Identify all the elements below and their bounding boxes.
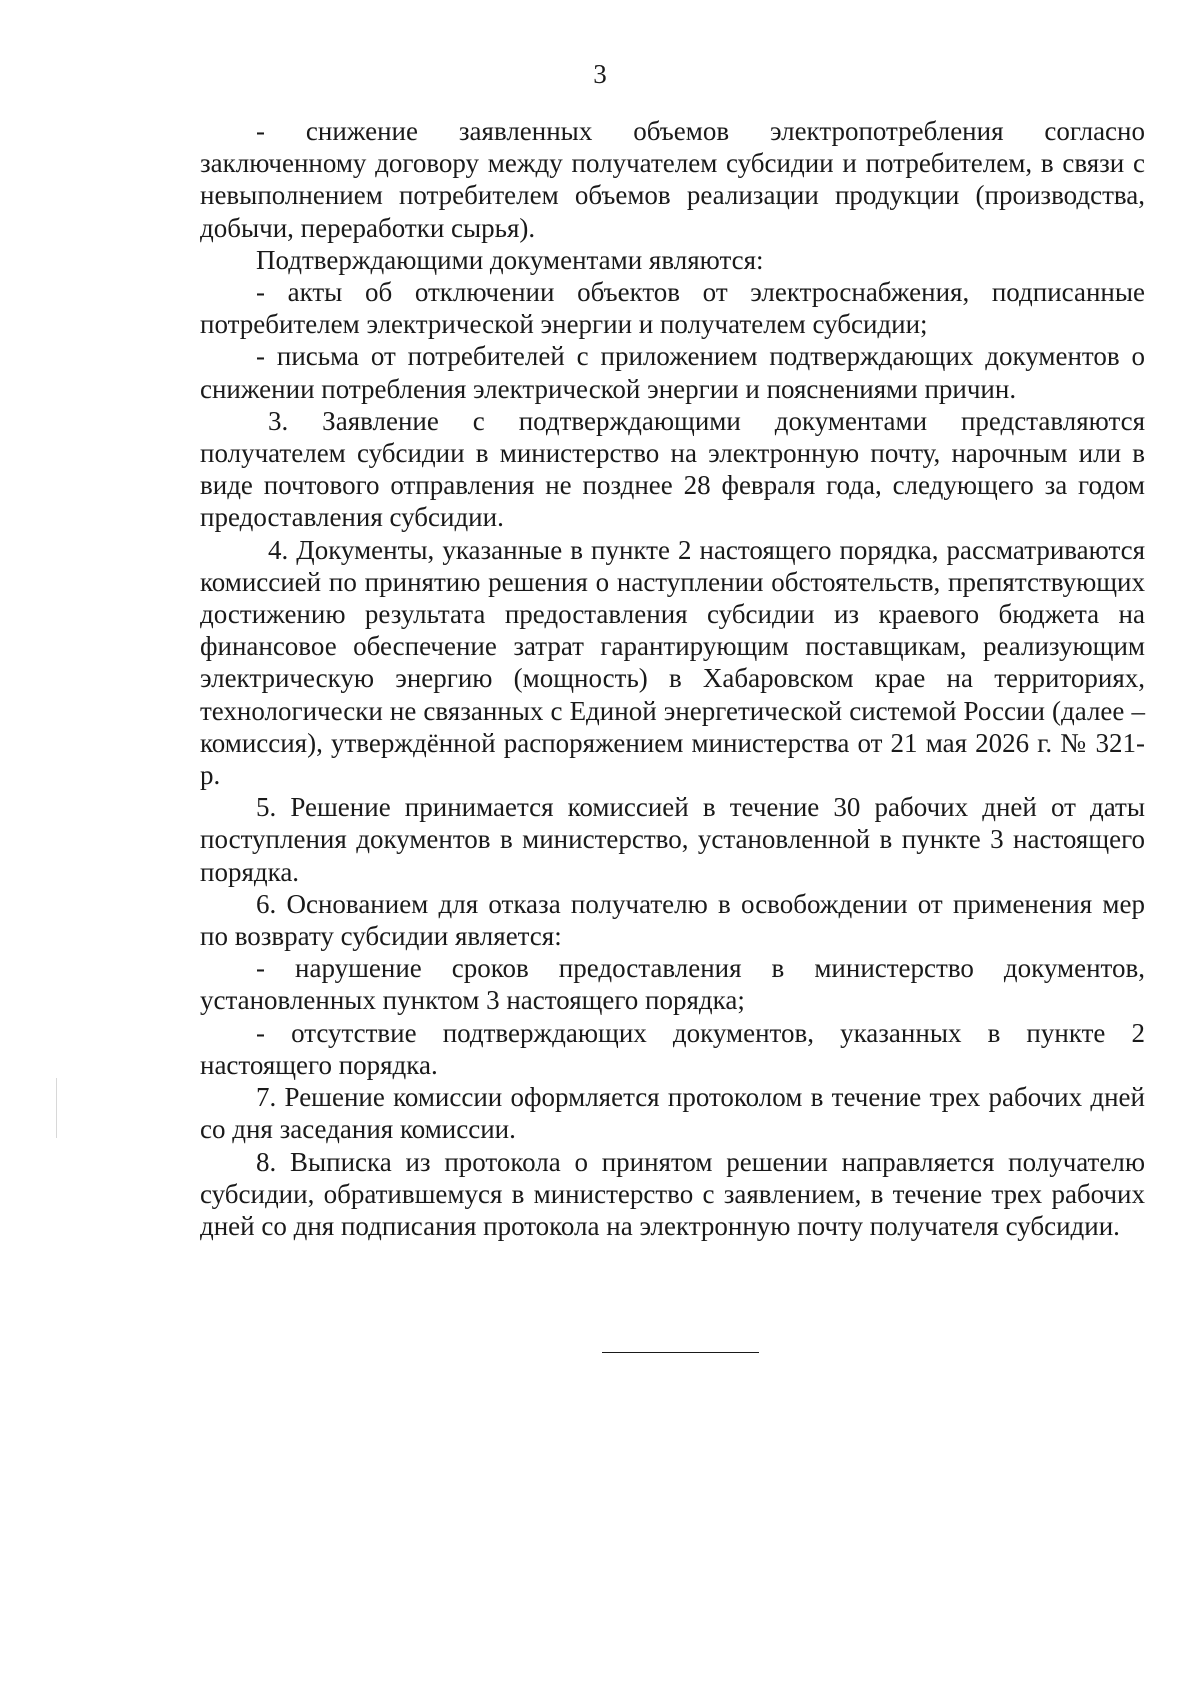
end-of-document-rule [602, 1352, 759, 1353]
paragraph-disconnection-acts: - акты об отключении объектов от электроснабжения, подписанные потребителем электрической энергии и получателем субсидии; [200, 277, 1145, 340]
document-body [200, 115, 1145, 1242]
paragraph-item-8: 8. Выписка из протокола о принятом решении направляется получателю субсидии, обратившемуся в министерство с заявлением, в течение трех рабочих дней со дня подписания протокола на электронную почту получателя субсидии. [200, 1146, 1145, 1241]
paragraph-item-6: 6. Основанием для отказа получателю в освобождении от применения мер по возврату субсидии является: [200, 888, 1145, 952]
paragraph-item-7: 7. Решение комиссии оформляется протоколом в течение трех рабочих дней со дня заседания комиссии. [200, 1082, 1145, 1145]
scan-margin-mark [56, 1078, 57, 1138]
paragraph-item-3: 3. Заявление с подтверждающими документами представляются получателем субсидии в министерство на электронную почту, нарочным или в виде почтового отправления не позднее 28 февраля года, следующего за годом предоставления субсидии. [200, 405, 1145, 533]
page-number: 3 [593, 59, 607, 89]
paragraph-missing-documents: - отсутствие подтверждающих документов, указанных в пункте 2 настоящего порядка. [200, 1017, 1145, 1080]
paragraph-item-5: 5. Решение принимается комиссией в течение 30 рабочих дней от даты поступления документов в министерство, установленной в пункте 3 настоящего порядка. [200, 792, 1145, 887]
paragraph-confirming-documents-heading: Подтверждающими документами являются: [256, 244, 764, 275]
paragraph-item-4: 4. Документы, указанные в пункте 2 настоящего порядка, рассматриваются комиссией по принятию решения о наступлении обстоятельств, препятствующих достижению результата предоставления субсидии из краевого бюджета на финансовое обеспечение затрат гарантирующим поставщикам, реализующим электрическую энергию (мощность) в Хабаровском крае на территориях, технологически не связанных с Единой энергетической системой России (далее – комиссия), утверждённой распоряжением министерства от 21 мая 2026 г. № 321-р. [200, 534, 1145, 791]
paragraph-consumer-letters: - письма от потребителей с приложением подтверждающих документов о снижении потребления электрической энергии и пояснениями причин. [200, 341, 1145, 404]
paragraph-consumption-reduction: - снижение заявленных объемов электропотребления согласно заключенному договору между получателем субсидии и потребителем, в связи с невыполнением потребителем объемов реализации продукции (производства, добычи, переработки сырья). [200, 116, 1145, 243]
paragraph-deadline-violation: - нарушение сроков предоставления в министерство документов, установленных пунктом 3 настоящего порядка; [200, 953, 1145, 1016]
